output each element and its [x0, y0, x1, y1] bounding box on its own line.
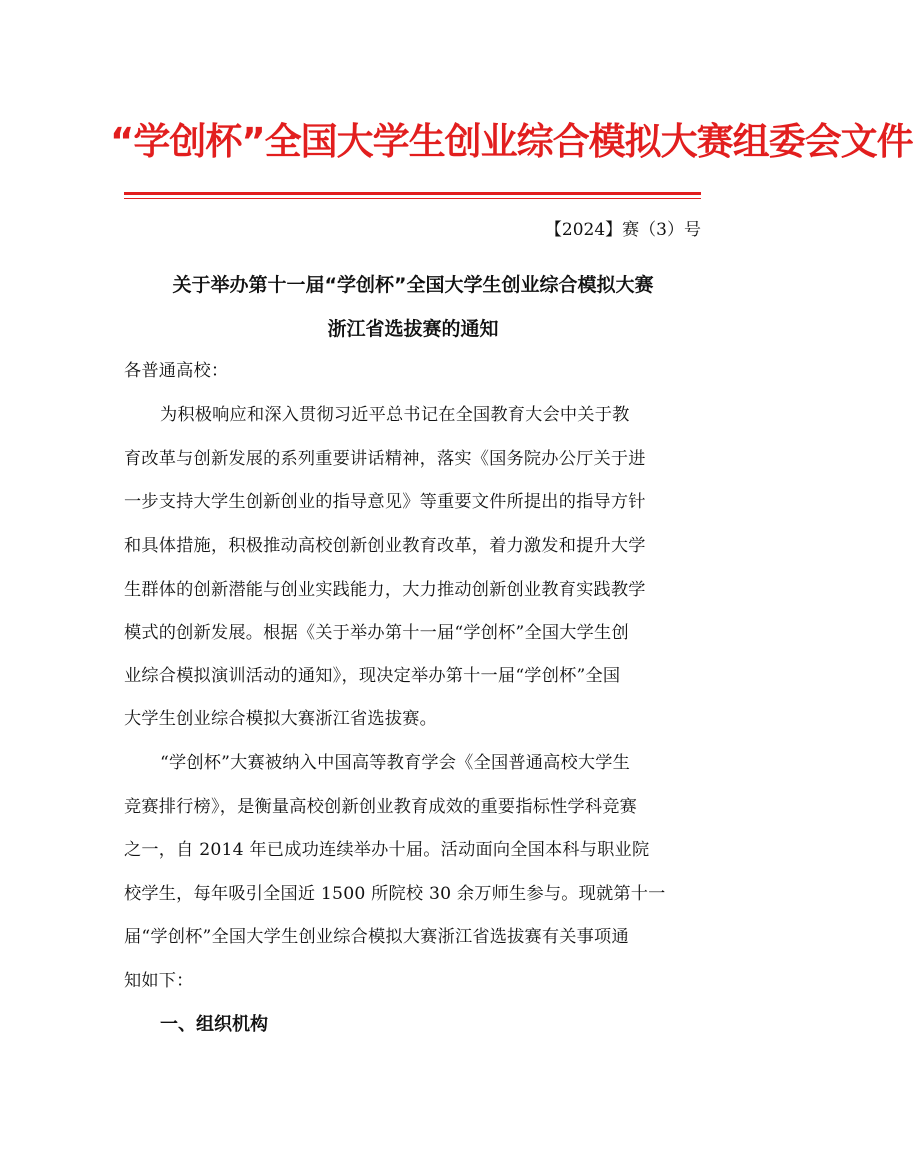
- paragraph-2-line: 校学生，每年吸引全国近 1500 所院校 30 余万师生参与。现就第十一: [124, 884, 666, 904]
- header-divider-thick: [124, 192, 701, 195]
- org-header-title: “学创杯”全国大学生创业综合模拟大赛组委会文件: [110, 120, 913, 163]
- paragraph-1-line: 为积极响应和深入贯彻习近平总书记在全国教育大会中关于教: [160, 405, 630, 425]
- paragraph-2-line: 之一，自 2014 年已成功连续举办十届。活动面向全国本科与职业院: [124, 840, 650, 860]
- salutation: 各普通高校：: [124, 361, 229, 381]
- paragraph-2-line: 知如下：: [124, 971, 194, 991]
- paragraph-2-line: “学创杯”大赛被纳入中国高等教育学会《全国普通高校大学生: [160, 753, 631, 773]
- paragraph-1-line: 一步支持大学生创新创业的指导意见》等重要文件所提出的指导方针: [124, 492, 646, 512]
- paragraph-1-line: 业综合模拟演训活动的通知》，现决定举办第十一届“学创杯”全国: [124, 666, 621, 686]
- notice-title-line-1: 关于举办第十一届“学创杯”全国大学生创业综合模拟大赛: [172, 274, 654, 296]
- paragraph-1-line: 模式的创新发展。根据《关于举办第十一届“学创杯”全国大学生创: [124, 623, 629, 643]
- paragraph-2-line: 竞赛排行榜》，是衡量高校创新创业教育成效的重要指标性学科竞赛: [124, 797, 638, 817]
- paragraph-1-line: 和具体措施，积极推动高校创新创业教育改革，着力激发和提升大学: [124, 536, 646, 556]
- paragraph-1-line: 大学生创业综合模拟大赛浙江省选拔赛。: [124, 709, 437, 729]
- section-heading-organization: 一、组织机构: [160, 1014, 268, 1035]
- paragraph-1-line: 生群体的创新潜能与创业实践能力，大力推动创新创业教育实践教学: [124, 580, 646, 600]
- paragraph-1-line: 育改革与创新发展的系列重要讲话精神，落实《国务院办公厅关于进: [124, 449, 646, 469]
- notice-title-line-2: 浙江省选拔赛的通知: [327, 318, 499, 340]
- document-number: 【2024】赛（3）号: [544, 220, 701, 240]
- header-divider-thin: [124, 198, 701, 199]
- paragraph-2-line: 届“学创杯”全国大学生创业综合模拟大赛浙江省选拔赛有关事项通: [124, 927, 629, 947]
